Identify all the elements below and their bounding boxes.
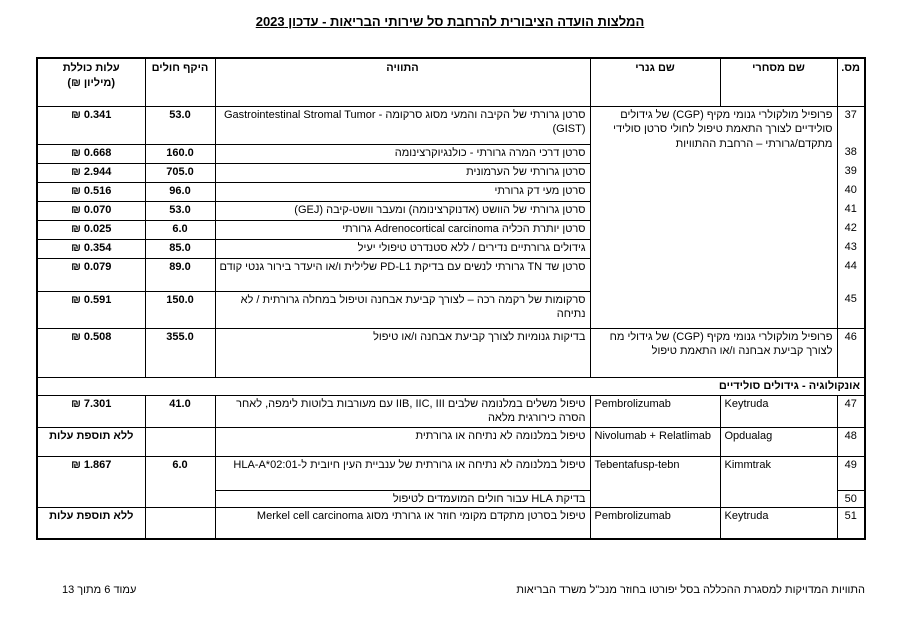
num-cell: 48 [837, 427, 865, 456]
num-cell: 37 [837, 106, 865, 144]
indication-cell: סרטן יותרת הכליה Adrenocortical carcinoma גרורתי [215, 220, 590, 239]
cost-cell: 2.944 ₪ [37, 163, 145, 182]
patients-cell: 89.0 [145, 258, 215, 291]
recommendations-table [36, 57, 866, 540]
cost-cell: 0.354 ₪ [37, 239, 145, 258]
patients-cell: 6.0 [145, 220, 215, 239]
generic-group-cell: פרופיל מולקולרי גנומי מקיף (CGP) של גידולים סולידיים לצורך התאמת טיפול לחולי סרטן סולידי מתקדם/גרורתי – הרחבת ההתוויות [590, 106, 837, 328]
commercial-cell: Kimmtrak [720, 456, 837, 508]
table-row-48 [37, 427, 865, 456]
generic-cell: Nivolumab + Relatlimab [590, 427, 720, 456]
patients-cell: 41.0 [145, 395, 215, 427]
num-cell: 43 [837, 239, 865, 258]
generic-cell: Tebentafusp-tebn [590, 456, 720, 508]
num-cell: 45 [837, 291, 865, 328]
patients-cell: 355.0 [145, 328, 215, 377]
num-cell: 41 [837, 201, 865, 220]
table-row-46 [37, 328, 865, 377]
indication-cell: בדיקות גנומיות לצורך קביעת אבחנה ו/או טיפול [215, 328, 590, 377]
indication-cell: סרקומות של רקמה רכה – לצורך קביעת אבחנה וטיפול במחלה גרורתית / לא נתיחה [215, 291, 590, 328]
patients-cell: 160.0 [145, 144, 215, 163]
patients-cell [145, 427, 215, 456]
generic-cell: פרופיל מולקולרי גנומי מקיף (CGP) של גידולי מח לצורך קביעת אבחנה ו/או התאמת טיפול [590, 328, 837, 377]
patients-cell: 96.0 [145, 182, 215, 201]
indication-cell: טיפול משלים במלנומה שלבים IIB, IIC, III עם מעורבות בלוטות לימפה, לאחר הסרה כירורגית מלאה [215, 395, 590, 427]
cost-cell: ללא תוספת עלות [37, 427, 145, 456]
patients-cell: 53.0 [145, 201, 215, 220]
indication-cell: טיפול בסרטן מתקדם מקומי חוזר או גרורתי מסוג Merkel cell carcinoma [215, 508, 590, 539]
indication-cell: טיפול במלנומה לא נתיחה או גרורתית של ענביית העין חיובית ל-HLA-A*02:01 [215, 456, 590, 490]
cost-cell: 0.508 ₪ [37, 328, 145, 377]
header-cost-line1: עלות כוללת [62, 62, 120, 74]
header-commercial-name: שם מסחרי [720, 58, 837, 106]
cost-cell: 0.341 ₪ [37, 106, 145, 144]
num-cell: 38 [837, 144, 865, 163]
indication-cell: גידולים גרורתיים נדירים / ללא סטנדרט טיפולי יעיל [215, 239, 590, 258]
indication-cell: סרטן מעי דק גרורתי [215, 182, 590, 201]
indication-cell: סרטן גרורתי של הוושט (אדנוקרצינומה) ומעבר וושט-קיבה (GEJ) [215, 201, 590, 220]
indication-cell: סרטן שד TN גרורתי לנשים עם בדיקת PD-L1 שלילית ו/או היעדר בירור גנטי קודם [215, 258, 590, 291]
cost-cell: 1.867 ₪ [37, 456, 145, 508]
indication-cell: טיפול במלנומה לא נתיחה או גרורתית [215, 427, 590, 456]
num-cell: 39 [837, 163, 865, 182]
indication-cell: סרטן גרורתי של הקיבה והמעי מסוג סרקומה - Gastrointestinal Stromal Tumor (GIST) [215, 106, 590, 144]
cost-cell: ללא תוספת עלות [37, 508, 145, 539]
indication-cell: סרטן דרכי המרה גרורתי - כולנגיוקרצינומה [215, 144, 590, 163]
num-cell: 42 [837, 220, 865, 239]
patients-cell [145, 508, 215, 539]
patients-cell: 53.0 [145, 106, 215, 144]
section-row [37, 377, 865, 395]
page-number: עמוד 6 מתוך 13 [62, 584, 137, 596]
num-cell: 50 [837, 490, 865, 508]
num-cell: 49 [837, 456, 865, 490]
cost-cell: 7.301 ₪ [37, 395, 145, 427]
header-generic-name: שם גנרי [590, 58, 720, 106]
header-cost [37, 58, 145, 106]
table-row-49 [37, 456, 865, 490]
commercial-cell: Opdualag [720, 427, 837, 456]
cost-cell: 0.025 ₪ [37, 220, 145, 239]
indication-cell: בדיקת HLA עבור חולים המועמדים לטיפול [215, 490, 590, 508]
indication-cell: סרטן גרורתי של הערמונית [215, 163, 590, 182]
footer-note: התוויות המדויקות למסגרת ההכללה בסל יפורטו בחוזר מנכ"ל משרד הבריאות [516, 584, 865, 596]
header-num: מס. [837, 58, 865, 106]
num-cell: 44 [837, 258, 865, 291]
patients-cell: 150.0 [145, 291, 215, 328]
cost-cell: 0.668 ₪ [37, 144, 145, 163]
patients-cell: 6.0 [145, 456, 215, 508]
header-cost-line2: (מיליון ₪) [67, 76, 116, 89]
generic-cell: Pembrolizumab [590, 508, 720, 539]
header-row [37, 58, 865, 106]
cost-cell: 0.591 ₪ [37, 291, 145, 328]
table-row-37 [37, 106, 865, 144]
commercial-cell: Keytruda [720, 395, 837, 427]
patients-cell: 705.0 [145, 163, 215, 182]
page-title: המלצות הועדה הציבורית להרחבת סל שירותי הבריאות - עדכון 2023 [255, 14, 645, 29]
generic-cell: Pembrolizumab [590, 395, 720, 427]
patients-cell: 85.0 [145, 239, 215, 258]
num-cell: 46 [837, 328, 865, 377]
header-patients: היקף חולים [145, 58, 215, 106]
cost-cell: 0.079 ₪ [37, 258, 145, 291]
table-row-47 [37, 395, 865, 427]
num-cell: 40 [837, 182, 865, 201]
commercial-cell: Keytruda [720, 508, 837, 539]
section-header: אונקולוגיה - גידולים סולידיים [37, 377, 865, 395]
num-cell: 47 [837, 395, 865, 427]
cost-cell: 0.070 ₪ [37, 201, 145, 220]
num-cell: 51 [837, 508, 865, 539]
header-indication: התוויה [215, 58, 590, 106]
table-row-51 [37, 508, 865, 539]
cost-cell: 0.516 ₪ [37, 182, 145, 201]
